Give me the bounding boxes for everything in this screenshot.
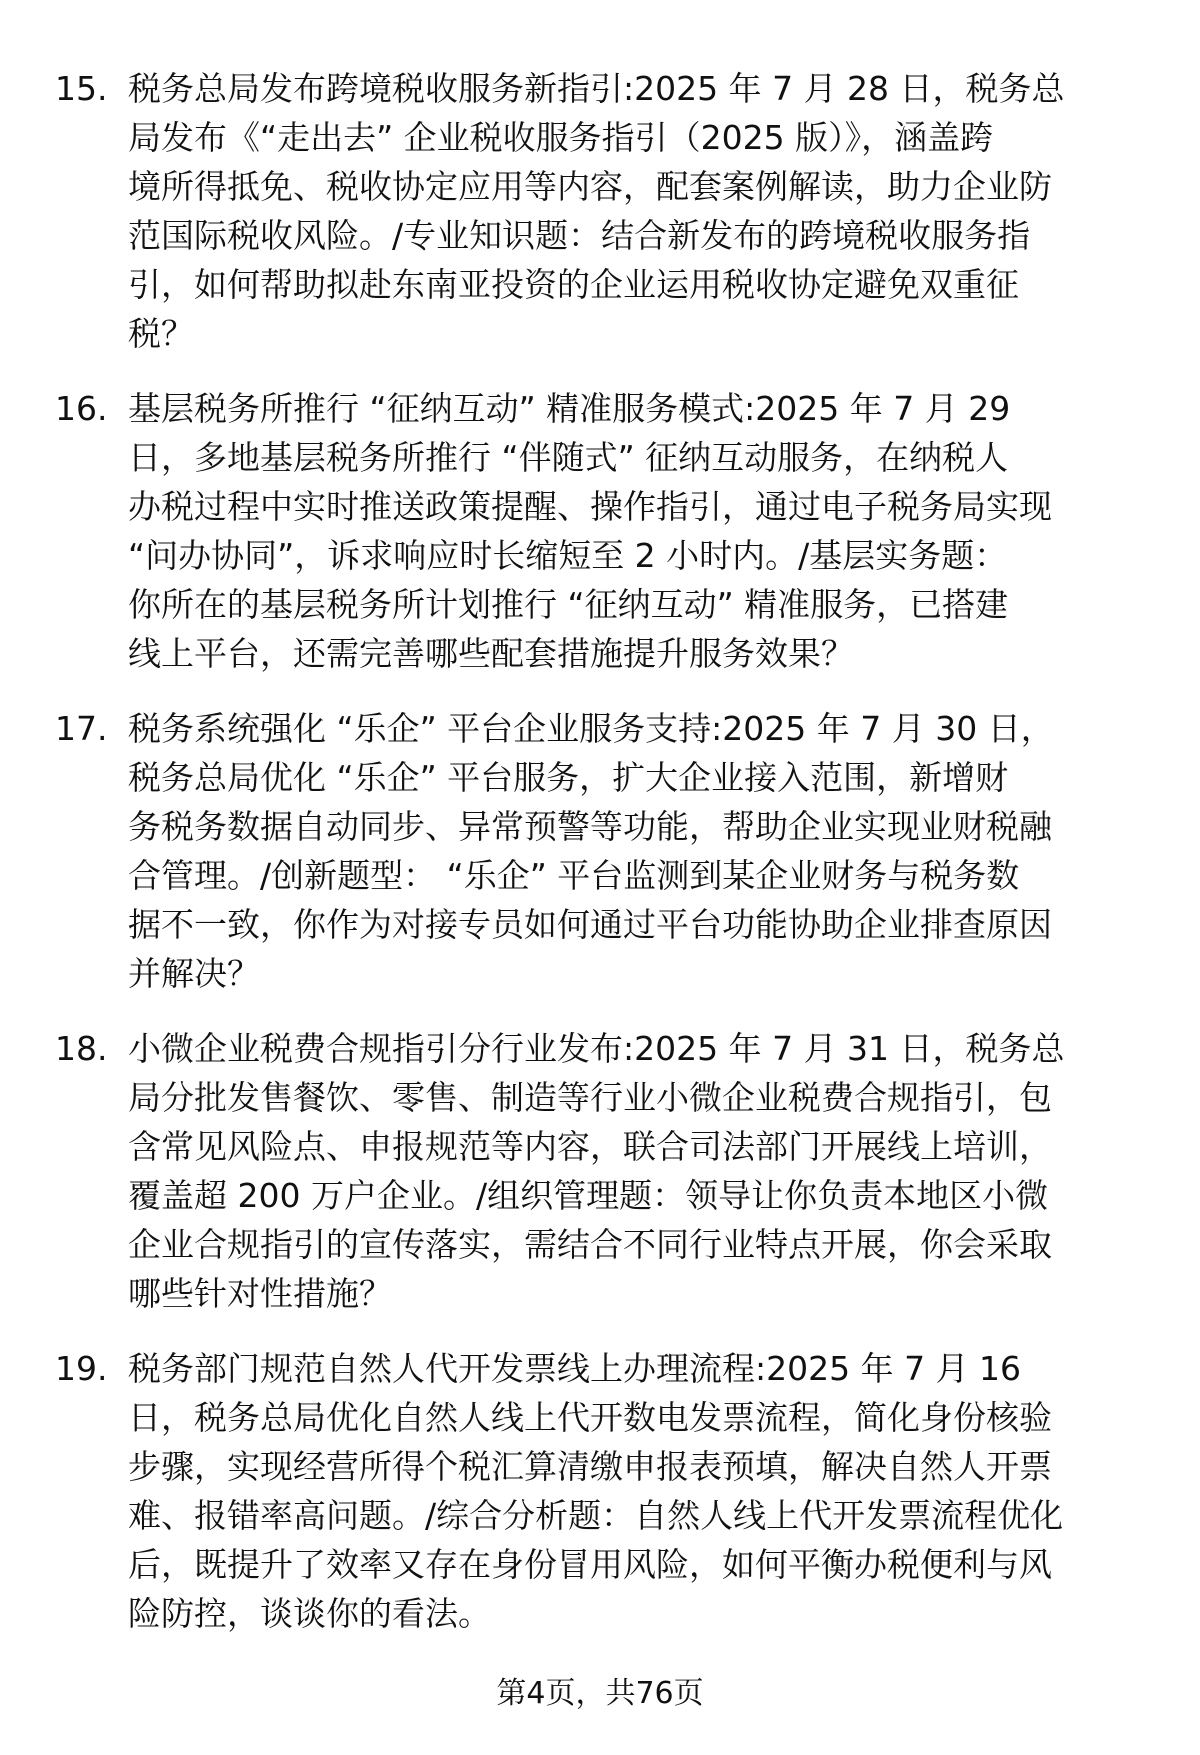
- text-line: 日，税务总局优化自然人线上代开数电发票流程，简化身份核验: [128, 1398, 1052, 1437]
- text-line: 局发布《“走出去” 企业税收服务指引（2025 版）》，涵盖跨: [128, 118, 994, 157]
- text-line: “问办协同”，诉求响应时长缩短至 2 小时内。/基层实务题：: [128, 536, 1008, 575]
- text-line: 引，如何帮助拟赴东南亚投资的企业运用税收协定避免双重征: [128, 265, 1019, 304]
- text-line: 日，多地基层税务所推行 “伴随式” 征纳互动服务，在纳税人: [128, 438, 1009, 477]
- text-line: 线上平台，还需完善哪些配套措施提升服务效果？: [128, 634, 854, 673]
- text-line: 税？: [128, 314, 194, 353]
- question-number: 17.: [55, 709, 108, 748]
- text-line: 合管理。/创新题型： “乐企” 平台监测到某企业财务与税务数: [128, 856, 1020, 895]
- question-item: [0, 1024, 1200, 1318]
- page-footer: 第4页，共76页: [496, 1676, 704, 1711]
- text-line: 难、报错率高问题。/综合分析题：自然人线上代开发票流程优化: [128, 1496, 1064, 1535]
- question-text: [128, 64, 1148, 358]
- text-line: 并解决？: [128, 954, 260, 993]
- text-line: 步骤，实现经营所得个税汇算清缴申报表预填，解决自然人开票: [128, 1447, 1052, 1486]
- text-line: 务税务数据自动同步、异常预警等功能，帮助企业实现业财税融: [128, 807, 1052, 846]
- text-line: 税务总局发布跨境税收服务新指引:2025 年 7 月 28 日，税务总: [128, 69, 1065, 108]
- text-line: 税务部门规范自然人代开发票线上办理流程:2025 年 7 月 16: [128, 1349, 1022, 1388]
- text-line: 险防控，谈谈你的看法。: [128, 1594, 491, 1633]
- question-text: [128, 1024, 1148, 1318]
- text-line: 含常见风险点、申报规范等内容，联合司法部门开展线上培训，: [128, 1127, 1052, 1166]
- text-line: 企业合规指引的宣传落实，需结合不同行业特点开展，你会采取: [128, 1225, 1052, 1264]
- text-line: 你所在的基层税务所计划推行 “征纳互动” 精准服务，已搭建: [128, 585, 1009, 624]
- question-text: [128, 704, 1148, 998]
- text-line: 税务系统强化 “乐企” 平台企业服务支持:2025 年 7 月 30 日，: [128, 709, 1054, 748]
- text-line: 局分批发售餐饮、零售、制造等行业小微企业税费合规指引，包: [128, 1078, 1052, 1117]
- text-line: 后，既提升了效率又存在身份冒用风险，如何平衡办税便利与风: [128, 1545, 1052, 1584]
- text-line: 据不一致，你作为对接专员如何通过平台功能协助企业排查原因: [128, 905, 1052, 944]
- question-text: [128, 384, 1148, 678]
- question-text: [128, 1344, 1148, 1638]
- text-line: 哪些针对性措施？: [128, 1274, 392, 1313]
- text-line: 办税过程中实时推送政策提醒、操作指引，通过电子税务局实现: [128, 487, 1052, 526]
- text-line: 基层税务所推行 “征纳互动” 精准服务模式:2025 年 7 月 29: [128, 389, 1011, 428]
- text-line: 范国际税收风险。/专业知识题：结合新发布的跨境税收服务指: [128, 216, 1031, 255]
- text-line: 境所得抵免、税收协定应用等内容，配套案例解读，助力企业防: [128, 167, 1052, 206]
- text-line: 税务总局优化 “乐企” 平台服务，扩大企业接入范围，新增财: [128, 758, 1009, 797]
- question-list: [0, 64, 1200, 1664]
- question-item: [0, 1344, 1200, 1638]
- text-line: 小微企业税费合规指引分行业发布:2025 年 7 月 31 日，税务总: [128, 1029, 1065, 1068]
- question-number: 19.: [55, 1349, 108, 1388]
- question-item: [0, 64, 1200, 358]
- question-item: [0, 384, 1200, 678]
- question-number: 18.: [55, 1029, 108, 1068]
- question-number: 16.: [55, 389, 108, 428]
- question-item: [0, 704, 1200, 998]
- question-number: 15.: [55, 69, 108, 108]
- text-line: 覆盖超 200 万户企业。/组织管理题：领导让你负责本地区小微: [128, 1176, 1049, 1215]
